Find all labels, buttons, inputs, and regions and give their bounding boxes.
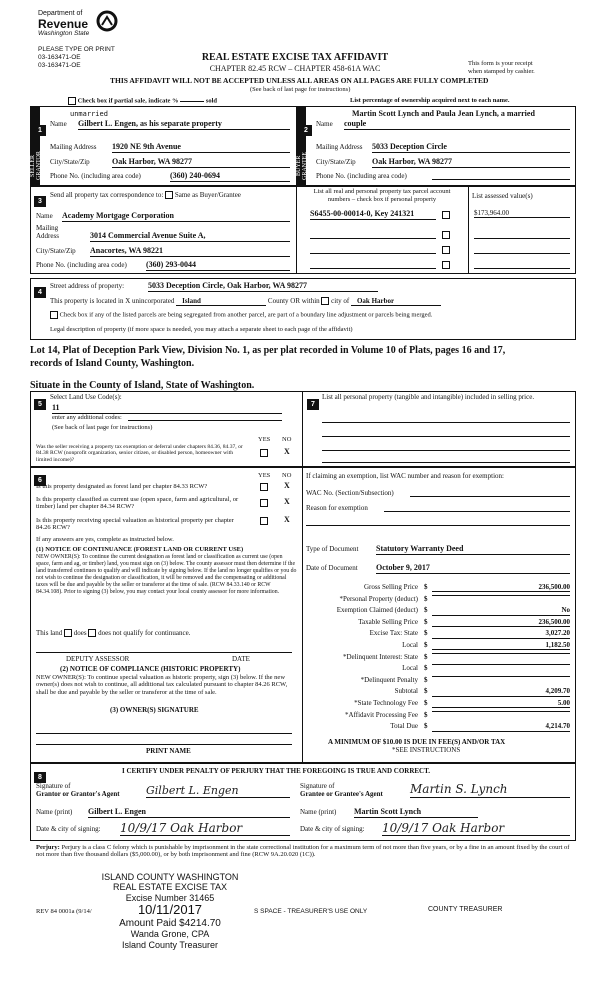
grantor-date-label: Date & city of signing: — [36, 825, 101, 833]
section-7-number: 7 — [307, 399, 319, 410]
partial-sale-row — [68, 97, 217, 105]
form-code-1: 03-163471-OE — [38, 54, 81, 61]
exemption-claim-text: If claiming an exemption, list WAC number and reason for exemption: — [306, 472, 504, 480]
tax-row-amount[interactable]: 5.00 — [432, 699, 570, 708]
seller-mailing[interactable]: 1920 NE 9th Avenue — [112, 142, 290, 153]
county-label: County OR within — [267, 297, 320, 305]
treasurer-stamp — [100, 872, 240, 950]
land-use-see-back: (See back of last page for instructions) — [52, 424, 153, 431]
grantee-date-city[interactable]: 10/9/17 Oak Harbor — [382, 821, 570, 836]
personal-property-line-4[interactable] — [322, 462, 570, 463]
doc-date[interactable]: October 9, 2017 — [376, 563, 570, 574]
owner-signature-line[interactable] — [36, 733, 292, 734]
tax-row-dollar: $ — [424, 664, 428, 673]
forest-yes-header: YES — [258, 472, 271, 479]
exemption-question: Was the seller receiving a property tax exemption or deferral under chapters 84.36, 84.37, or 84.38 RCW (nonprofit organization, senior citizen, or disabled person, homeowner with limited income)? — [36, 444, 243, 463]
same-as-buyer-checkbox[interactable] — [165, 191, 173, 199]
seller-side-label: SELLER GRANTOR — [30, 151, 42, 181]
tax-row-label: *Personal Property (deduct) — [339, 594, 418, 603]
perjury-notice — [36, 844, 576, 859]
city-of-label: city of — [331, 297, 350, 305]
personal-property-line-3[interactable] — [322, 450, 570, 451]
tax-row-label: Taxable Selling Price — [358, 617, 418, 626]
dept-line3: Washington State — [38, 30, 90, 38]
parcel-number[interactable]: S6455-00-00014-0, Key 241321 — [310, 209, 436, 220]
tax-row-dollar: $ — [424, 710, 428, 719]
buyer-mailing-label: Mailing Address — [316, 143, 363, 151]
forest-q2-yes-checkbox[interactable] — [260, 499, 268, 507]
tax-row-amount[interactable] — [432, 653, 570, 654]
parcel-personal-checkbox-2[interactable] — [442, 231, 450, 239]
assessed-line-3[interactable] — [474, 253, 570, 254]
corr-name-label: Name — [36, 212, 53, 220]
parcel-line-2[interactable] — [310, 238, 436, 239]
tax-row-amount[interactable]: 236,500.00 — [432, 583, 570, 592]
forest-if-yes: If any answers are yes, complete as instructed below. — [36, 536, 174, 543]
completion-warning: THIS AFFIDAVIT WILL NOT BE ACCEPTED UNLESS ALL AREAS ON ALL PAGES ARE FULLY COMPLETED — [110, 76, 489, 85]
corr-phone-label: Phone No. (including area code) — [36, 261, 127, 269]
segregated-row — [50, 311, 432, 319]
corr-mailing-label-2: Address — [36, 232, 59, 240]
tax-row-label: Exemption Claimed (deduct) — [336, 606, 418, 615]
forest-q1-yes-checkbox[interactable] — [260, 483, 268, 491]
seller-name[interactable]: Gilbert L. Engen, as his separate property — [78, 119, 290, 130]
tax-row-label: Local — [402, 641, 418, 649]
stamp-line-3: Excise Number 31465 — [125, 892, 215, 903]
assessed-line-4[interactable] — [474, 268, 570, 269]
street-label: Street address of property: — [50, 282, 125, 290]
located-row — [50, 297, 441, 306]
dor-logo-icon — [96, 10, 118, 32]
tax-row-amount[interactable]: 236,500.00 — [432, 618, 570, 627]
property-city[interactable]: Oak Harbor — [351, 297, 441, 306]
forest-q1: Is this property designated as forest land per chapter 84.33 RCW? — [36, 483, 208, 490]
grantor-name[interactable]: Gilbert L. Engen — [88, 807, 290, 818]
tax-row-amount[interactable] — [432, 664, 570, 665]
wac-label: WAC No. (Section/Subsection) — [306, 489, 394, 497]
tax-row-dollar: $ — [424, 629, 428, 638]
tax-row-dollar: $ — [424, 594, 428, 603]
tax-row-amount[interactable]: 4,214.70 — [432, 722, 570, 731]
buyer-name-line2[interactable]: couple — [344, 119, 570, 130]
reason-input-1[interactable] — [384, 511, 570, 512]
does-not-label: does not qualify for continuance. — [98, 629, 191, 637]
section-5-number: 5 — [34, 399, 46, 410]
tax-row-dollar: $ — [424, 641, 428, 649]
tax-row-label: *Delinquent Penalty — [360, 675, 418, 684]
additional-codes-label: enter any additional codes: — [52, 414, 122, 421]
buyer-phone-label: Phone No. (including area code) — [316, 172, 407, 180]
deputy-signature-line[interactable] — [36, 652, 292, 653]
parcel-line-4[interactable] — [310, 268, 436, 269]
grantor-sig-label-2: Grantor or Grantor's Agent — [36, 790, 120, 798]
corr-city[interactable]: Anacortes, WA 98221 — [90, 246, 290, 257]
seller-phone[interactable]: (360) 240-0694 — [170, 171, 290, 182]
seller-name-annotation: unmarried — [70, 110, 108, 118]
grantee-sig-label-1: Signature of — [300, 782, 335, 790]
tax-row-amount[interactable]: No — [432, 606, 570, 615]
personal-property-label: List all personal property (tangible and intangible) included in selling price. — [322, 393, 535, 401]
city-of-checkbox[interactable] — [321, 297, 329, 305]
notice-1-body: NEW OWNER(S): To continue the current designation as forest land or classification as current use (open space, farm and ag, or timber) land, you must sign on (3) below. The county assessor must then determine if the land transferred continues to qualify and will indicate by signing below. If the land no longer qualifies or you do not wish to continue the designation or classification, it will be removed and the compensating or additional taxes will be due and payable by the seller or transferor at the time of sale. (RCW 84.33.140 or RCW 84.34.108). Prior to signing (3) below, you may contact your local county assessor for more information. — [36, 554, 297, 595]
legal-line-1: Lot 14, Plat of Deception Park View, Division No. 1, as per plat recorded in Volume 10 of Plats, pages 16 and 17, — [30, 345, 506, 356]
stamp-line-5: Amount Paid $4214.70 — [119, 917, 221, 929]
grantor-sig-label-1: Signature of — [36, 782, 71, 790]
unincorporated-label[interactable]: X unincorporated — [125, 297, 175, 305]
additional-codes-input[interactable] — [128, 420, 282, 421]
treasurer-space: S SPACE - TREASURER'S USE ONLY — [254, 908, 368, 915]
buyer-city[interactable]: Oak Harbor, WA 98277 — [372, 157, 570, 168]
seller-phone-label: Phone No. (including area code) — [50, 172, 141, 180]
grantee-sig-label-2: Grantee or Grantee's Agent — [300, 790, 383, 798]
perjury-label: Perjury: — [36, 844, 60, 851]
does-not-checkbox[interactable] — [88, 629, 96, 637]
county-treasurer-label: COUNTY TREASURER — [428, 906, 503, 913]
tax-row-dollar: $ — [424, 687, 428, 696]
tax-row-dollar: $ — [424, 617, 428, 626]
tax-row-label: *Delinquent Interest: State — [342, 652, 418, 661]
tax-row-dollar: $ — [424, 606, 428, 615]
seller-city-label: City/State/Zip — [50, 158, 90, 166]
tax-row-amount[interactable]: 3,027.20 — [432, 629, 570, 638]
grantor-signature[interactable]: Gilbert L. Engen — [146, 784, 290, 798]
owner-signature-label: (3) OWNER(S) SIGNATURE — [110, 706, 199, 714]
this-land-label: This land — [36, 629, 63, 637]
grantee-signature[interactable]: Martin S. Lynch — [410, 782, 570, 798]
segregated-checkbox[interactable] — [50, 311, 58, 319]
assessed-header: List assessed value(s) — [472, 192, 533, 200]
form-chapter: CHAPTER 82.45 RCW – CHAPTER 458-61A WAC — [209, 64, 381, 73]
legal-label: Legal description of property (if more space is needed, you may attach a separate sheet to each page of the affidavit) — [50, 326, 353, 333]
print-note: PLEASE TYPE OR PRINT — [38, 46, 115, 53]
sold-label: sold — [205, 97, 218, 105]
corr-mailing-label-1: Mailing — [36, 224, 59, 232]
buyer-city-label: City/State/Zip — [316, 158, 356, 166]
grantee-date-label: Date & city of signing: — [300, 825, 365, 833]
forest-q1-answer[interactable]: X — [284, 481, 290, 490]
situate-line: Situate in the County of Island, State of Washington. — [30, 380, 255, 391]
form-title: REAL ESTATE EXCISE TAX AFFIDAVIT — [201, 52, 389, 63]
tax-row-dollar: $ — [424, 675, 428, 684]
receipt-note-1: This form is your receipt — [468, 60, 533, 67]
grantee-name-label: Name (print) — [300, 808, 337, 816]
buyer-phone[interactable] — [432, 179, 570, 180]
stamp-line-4: 10/11/2017 — [137, 902, 203, 918]
dept-line1: Department of — [38, 10, 83, 17]
tax-row-amount[interactable]: 4,209.70 — [432, 687, 570, 696]
notice-1-title: (1) NOTICE OF CONTINUANCE (FOREST LAND OR CURRENT USE) — [36, 546, 244, 553]
stamp-line-6: Wanda Grone, CPA — [130, 929, 210, 940]
section-6-number: 6 — [34, 475, 46, 486]
section-2-number: 2 — [300, 125, 312, 136]
reason-input-2[interactable] — [306, 525, 570, 526]
form-code-2: 03-163471-OE — [38, 62, 81, 69]
tax-row-amount[interactable] — [432, 595, 570, 596]
property-street[interactable]: 5033 Deception Circle, Oak Harbor, WA 98277 — [148, 281, 378, 292]
tax-row-label: Subtotal — [394, 687, 418, 696]
segregated-text: Check box if any of the listed parcels are being segregated from another parcel, are part of a boundary line adjustment or parcels being merged. — [59, 311, 433, 319]
forest-q3-answer[interactable]: X — [284, 515, 290, 524]
deputy-assessor-label: DEPUTY ASSESSOR — [66, 655, 130, 663]
parcel-personal-checkbox-3[interactable] — [442, 246, 450, 254]
tax-row-label: Total Due — [390, 722, 418, 731]
seller-name-label: Name — [50, 120, 67, 128]
buyer-name-line1[interactable]: Martin Scott Lynch and Paula Jean Lynch, a married — [352, 109, 535, 118]
parcel-personal-checkbox-1[interactable] — [442, 211, 450, 219]
tax-row-dollar: $ — [424, 722, 428, 731]
assessed-value[interactable]: $173,964.00 — [474, 209, 570, 218]
forest-q2-answer[interactable]: X — [284, 497, 290, 506]
tax-row-amount[interactable] — [432, 676, 570, 677]
doc-date-label: Date of Document — [306, 564, 358, 572]
notice-2-body: NEW OWNER(S): To continue special valuation as historic property, sign (3) below. If the new owner(s) does not wish to continue, all additional tax calculated pursuant to chapter 84.26 RCW, shall be due and payable by the seller or transferor at the time of sale. — [36, 674, 288, 696]
parcel-header-2: numbers – check box if personal property — [327, 196, 437, 203]
print-name-line[interactable] — [36, 744, 292, 745]
parcel-line-3[interactable] — [310, 253, 436, 254]
tax-row-label: *Affidavit Processing Fee — [345, 710, 418, 719]
seller-city[interactable]: Oak Harbor, WA 98277 — [112, 157, 290, 168]
corr-mailing[interactable]: 3014 Commercial Avenue Suite A, — [90, 231, 290, 242]
corr-phone[interactable]: (360) 293-0044 — [146, 260, 290, 271]
does-checkbox[interactable] — [64, 629, 72, 637]
personal-property-line-2[interactable] — [322, 436, 570, 437]
buyer-name-label: Name — [316, 120, 333, 128]
forest-q3-yes-checkbox[interactable] — [260, 517, 268, 525]
legal-line-2: records of Island County, Washington. — [30, 358, 195, 369]
doc-type[interactable]: Statutory Warranty Deed — [376, 544, 570, 555]
print-name-label: PRINT NAME — [146, 747, 191, 755]
exemption-yes-checkbox[interactable] — [260, 449, 268, 457]
same-as-buyer-label: Same as Buyer/Grantee — [174, 191, 241, 199]
does-label: does — [73, 629, 87, 637]
partial-sale-checkbox[interactable] — [68, 97, 76, 105]
dept-line2: Revenue — [38, 17, 89, 32]
section-4-number: 4 — [34, 287, 46, 298]
reason-label: Reason for exemption — [306, 504, 368, 512]
section-3-number: 3 — [34, 196, 46, 207]
tax-row-label: Local — [402, 664, 418, 673]
located-text: This property is located in — [50, 297, 124, 305]
form-number: REV 84 0001a (9/14/ — [36, 908, 92, 915]
tax-row-amount[interactable]: 1,182.50 — [432, 641, 570, 650]
tax-row-dollar: $ — [424, 699, 428, 707]
perjury-text: Perjury is a class C felony which is punishable by imprisonment in the state correctional institution for a maximum term of not more than five years, or by a fine in an amount fixed by the court of not more than five thousand dollars ($5,000.00), or by both imprisonment and fine (RCW 9A.20.020 (1C)). — [36, 844, 570, 859]
deputy-date-label: DATE — [232, 655, 250, 663]
stamp-line-1: ISLAND COUNTY WASHINGTON — [101, 872, 239, 882]
forest-q2: Is this property classified as current use (open space, farm and agricultural, or timber) land per chapter 84.34 RCW? — [36, 496, 239, 511]
seller-mailing-label: Mailing Address — [50, 143, 97, 151]
wac-input[interactable] — [410, 496, 570, 497]
notice-2-title: (2) NOTICE OF COMPLIANCE (HISTORIC PROPERTY) — [60, 665, 241, 673]
personal-property-line-1[interactable] — [322, 422, 570, 423]
tax-row-label: Gross Selling Price — [363, 583, 418, 591]
tax-row-label: Excise Tax: State — [369, 629, 418, 638]
grantee-name[interactable]: Martin Scott Lynch — [354, 807, 478, 818]
land-use-no-header: NO — [282, 436, 292, 443]
forest-no-header: NO — [282, 472, 292, 479]
buyer-side-label: BUYER GRANTEE — [296, 152, 308, 180]
land-use-label: Select Land Use Code(s): — [50, 393, 122, 401]
forest-q3: Is this property receiving special valuation as historical property per chapter 84.26 RCW? — [36, 517, 234, 532]
correspondence-intro: Send all property tax correspondence to: — [50, 191, 164, 199]
grantor-name-label: Name (print) — [36, 808, 73, 816]
tax-row-amount[interactable] — [432, 711, 570, 712]
receipt-note-2: when stamped by cashier. — [468, 68, 535, 75]
tax-row-label: *State Technology Fee — [354, 699, 418, 707]
instructions-note: (See back of last page for instructions) — [250, 86, 351, 93]
buyer-mailing[interactable]: 5033 Deception Circle — [372, 142, 570, 153]
partial-sale-label: Check box if partial sale, indicate % — [77, 97, 179, 105]
exemption-no-answer[interactable]: X — [284, 447, 290, 456]
tax-row-dollar: $ — [424, 583, 428, 591]
section-1-number: 1 — [34, 125, 46, 136]
assessed-line-2[interactable] — [474, 238, 570, 239]
land-use-yes-header: YES — [258, 436, 271, 443]
stamp-line-2: REAL ESTATE EXCISE TAX — [112, 882, 228, 893]
see-instructions: *SEE INSTRUCTIONS — [392, 746, 461, 754]
land-use-code[interactable]: 11 — [52, 403, 282, 414]
ownership-note: List percentage of ownership acquired next to each name. — [350, 97, 510, 104]
stamp-line-7: Island County Treasurer — [121, 939, 219, 950]
parcel-header-1: List all real and personal property tax parcel account — [313, 188, 451, 195]
property-county[interactable]: Island — [176, 297, 266, 306]
grantor-date-city[interactable]: 10/9/17 Oak Harbor — [120, 821, 290, 836]
doc-type-label: Type of Document — [306, 545, 359, 553]
parcel-personal-checkbox-4[interactable] — [442, 261, 450, 269]
correspondence-row — [50, 191, 241, 199]
certification-statement: I CERTIFY UNDER PENALTY OF PERJURY THAT THE FOREGOING IS TRUE AND CORRECT. — [122, 767, 431, 775]
corr-name[interactable]: Academy Mortgage Corporation — [62, 211, 290, 222]
minimum-note: A MINIMUM OF $10.00 IS DUE IN FEE(S) AND/OR TAX — [328, 738, 506, 746]
continuance-row — [36, 629, 190, 637]
tax-row-dollar: $ — [424, 652, 428, 661]
corr-city-label: City/State/Zip — [36, 247, 76, 255]
section-8-number: 8 — [34, 772, 46, 783]
